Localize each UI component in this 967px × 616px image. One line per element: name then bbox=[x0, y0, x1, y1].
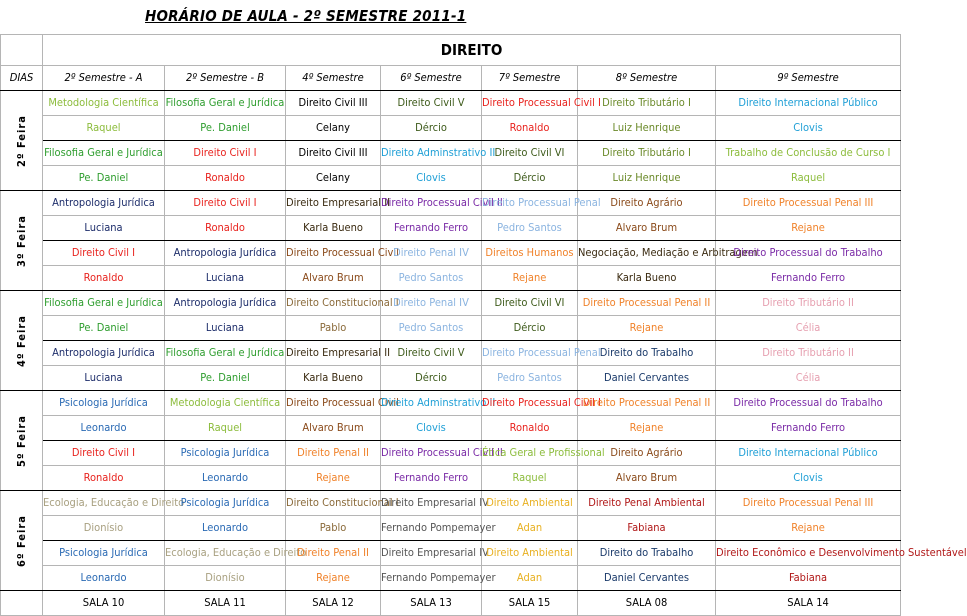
subject-cell: Direito Processual Penal II bbox=[578, 391, 716, 416]
subject-cell: Direito Empresarial IV bbox=[381, 541, 482, 566]
subject-cell: Filosofia Geral e Jurídica bbox=[165, 341, 286, 366]
subject-cell: Direito Adminstrativo II bbox=[381, 141, 482, 166]
teacher-cell: Ronaldo bbox=[482, 116, 578, 141]
subject-cell: Direito Civil V bbox=[381, 91, 482, 116]
subject-cell: Direito Civil VI bbox=[482, 291, 578, 316]
day-label bbox=[1, 91, 43, 191]
teacher-cell: Pe. Daniel bbox=[165, 366, 286, 391]
subject-cell: Direito Civil I bbox=[165, 141, 286, 166]
subject-cell: Metodologia Científica bbox=[43, 91, 165, 116]
subject-cell: Psicologia Jurídica bbox=[165, 491, 286, 516]
room-cell: SALA 08 bbox=[578, 591, 716, 616]
subject-cell: Direito Civil V bbox=[381, 341, 482, 366]
course-spacer bbox=[1, 35, 43, 66]
subject-cell: Direito Processual Civil bbox=[286, 241, 381, 266]
teacher-cell: Pe. Daniel bbox=[43, 166, 165, 191]
teacher-cell: Fernando Ferro bbox=[381, 466, 482, 491]
teacher-cell: Rejane bbox=[482, 266, 578, 291]
subject-cell: Direito do Trabalho bbox=[578, 341, 716, 366]
day-text: 6º Feira bbox=[14, 514, 28, 567]
teacher-cell: Rejane bbox=[578, 416, 716, 441]
subject-cell: Direito Tributário II bbox=[716, 291, 901, 316]
teacher-row bbox=[1, 366, 901, 391]
teacher-row bbox=[1, 266, 901, 291]
teacher-cell: Clovis bbox=[381, 416, 482, 441]
teacher-cell: Leonardo bbox=[165, 516, 286, 541]
teacher-cell: Ronaldo bbox=[165, 216, 286, 241]
title-bar bbox=[0, 0, 900, 34]
subject-cell: Filosofia Geral e Jurídica bbox=[43, 291, 165, 316]
teacher-cell: Raquel bbox=[43, 116, 165, 141]
header-cell: 9º Semestre bbox=[716, 66, 901, 91]
day-text: 4º Feira bbox=[14, 314, 28, 367]
teacher-cell: Pedro Santos bbox=[482, 366, 578, 391]
teacher-cell: Luciana bbox=[43, 366, 165, 391]
subject-cell: Ecologia, Educação e Direito bbox=[165, 541, 286, 566]
teacher-cell: Dionísio bbox=[165, 566, 286, 591]
subject-cell: Metodologia Científica bbox=[165, 391, 286, 416]
teacher-cell: Clovis bbox=[716, 116, 901, 141]
subject-cell: Direito Econômico e Desenvolvimento Sustentável bbox=[716, 541, 901, 566]
teacher-cell: Dércio bbox=[482, 166, 578, 191]
teacher-row bbox=[1, 116, 901, 141]
subject-row bbox=[1, 241, 901, 266]
teacher-cell: Alvaro Brum bbox=[286, 266, 381, 291]
subject-cell: Direito Processual Penal bbox=[482, 341, 578, 366]
teacher-cell: Dionísio bbox=[43, 516, 165, 541]
header-cell: 2º Semestre - B bbox=[165, 66, 286, 91]
teacher-cell: Rejane bbox=[286, 566, 381, 591]
subject-cell: Direito Penal II bbox=[286, 441, 381, 466]
subject-cell: Direito Empresarial II bbox=[286, 191, 381, 216]
room-row bbox=[1, 591, 901, 616]
teacher-cell: Dércio bbox=[381, 116, 482, 141]
subject-cell: Direito Processual Civil II bbox=[381, 441, 482, 466]
teacher-cell: Alvaro Brum bbox=[578, 216, 716, 241]
header-cell: 7º Semestre bbox=[482, 66, 578, 91]
room-cell: SALA 15 bbox=[482, 591, 578, 616]
subject-cell: Direito Tributário II bbox=[716, 341, 901, 366]
subject-cell: Direito Processual Civil I bbox=[482, 91, 578, 116]
teacher-cell: Clovis bbox=[716, 466, 901, 491]
teacher-cell: Fernando Ferro bbox=[716, 266, 901, 291]
teacher-cell: Rejane bbox=[286, 466, 381, 491]
day-text: 5º Feira bbox=[14, 414, 28, 467]
teacher-cell: Fernando Ferro bbox=[716, 416, 901, 441]
subject-row bbox=[1, 91, 901, 116]
teacher-cell: Leonardo bbox=[43, 566, 165, 591]
teacher-cell: Karla Bueno bbox=[578, 266, 716, 291]
day-label bbox=[1, 391, 43, 491]
teacher-row bbox=[1, 566, 901, 591]
teacher-cell: Fabiana bbox=[578, 516, 716, 541]
subject-cell: Direito Civil III bbox=[286, 91, 381, 116]
room-spacer bbox=[1, 591, 43, 616]
subject-cell: Direito Civil I bbox=[43, 441, 165, 466]
subject-row bbox=[1, 191, 901, 216]
teacher-cell: Celany bbox=[286, 166, 381, 191]
teacher-cell: Adan bbox=[482, 566, 578, 591]
course-row bbox=[1, 35, 901, 66]
subject-cell: Direito Constitucional I bbox=[286, 291, 381, 316]
teacher-cell: Daniel Cervantes bbox=[578, 566, 716, 591]
subject-cell: Direito Penal II bbox=[286, 541, 381, 566]
subject-cell: Direito Empresarial IV bbox=[381, 491, 482, 516]
subject-cell: Direito Civil I bbox=[43, 241, 165, 266]
teacher-row bbox=[1, 516, 901, 541]
teacher-cell: Dércio bbox=[482, 316, 578, 341]
room-cell: SALA 10 bbox=[43, 591, 165, 616]
teacher-cell: Rejane bbox=[716, 216, 901, 241]
subject-cell: Direito Penal IV bbox=[381, 291, 482, 316]
day-label bbox=[1, 291, 43, 391]
subject-cell: Direito Processual Civil bbox=[286, 391, 381, 416]
subject-cell: Direito Processual do Trabalho bbox=[716, 241, 901, 266]
teacher-cell: Rejane bbox=[716, 516, 901, 541]
schedule-body bbox=[1, 35, 967, 616]
teacher-cell: Pe. Daniel bbox=[165, 116, 286, 141]
subject-cell: Direito Agrário bbox=[578, 441, 716, 466]
subject-cell: Filosofia Geral e Jurídica bbox=[165, 91, 286, 116]
subject-cell: Direito Ambiental bbox=[482, 491, 578, 516]
teacher-row bbox=[1, 466, 901, 491]
subject-cell: Direito Agrário bbox=[578, 191, 716, 216]
subject-cell: Direito Processual do Trabalho bbox=[716, 391, 901, 416]
teacher-cell: Ronaldo bbox=[43, 266, 165, 291]
subject-cell: Direito Penal Ambiental bbox=[578, 491, 716, 516]
teacher-row bbox=[1, 166, 901, 191]
teacher-cell: Célia bbox=[716, 316, 901, 341]
teacher-cell: Luciana bbox=[43, 216, 165, 241]
subject-cell: Direito Civil III bbox=[286, 141, 381, 166]
subject-row bbox=[1, 391, 901, 416]
subject-cell: Psicologia Jurídica bbox=[165, 441, 286, 466]
teacher-cell: Ronaldo bbox=[43, 466, 165, 491]
subject-cell: Direito Processual Penal bbox=[482, 191, 578, 216]
subject-row bbox=[1, 491, 901, 516]
subject-cell: Direito Penal IV bbox=[381, 241, 482, 266]
subject-cell: Psicologia Jurídica bbox=[43, 391, 165, 416]
teacher-cell: Ronaldo bbox=[165, 166, 286, 191]
subject-cell: Antropologia Jurídica bbox=[43, 191, 165, 216]
teacher-cell: Fabiana bbox=[716, 566, 901, 591]
teacher-row bbox=[1, 316, 901, 341]
teacher-cell: Raquel bbox=[482, 466, 578, 491]
teacher-cell: Dércio bbox=[381, 366, 482, 391]
subject-cell: Direito Empresarial II bbox=[286, 341, 381, 366]
teacher-cell: Luciana bbox=[165, 266, 286, 291]
teacher-cell: Pedro Santos bbox=[381, 316, 482, 341]
subject-cell: Direito Civil I bbox=[165, 191, 286, 216]
teacher-cell: Alvaro Brum bbox=[578, 466, 716, 491]
subject-cell: Ética Geral e Profissional bbox=[482, 441, 578, 466]
subject-cell: Trabalho de Conclusão de Curso I bbox=[716, 141, 901, 166]
teacher-cell: Celany bbox=[286, 116, 381, 141]
subject-row bbox=[1, 291, 901, 316]
subject-row bbox=[1, 541, 901, 566]
subject-cell: Direito Ambiental bbox=[482, 541, 578, 566]
subject-cell: Filosofia Geral e Jurídica bbox=[43, 141, 165, 166]
teacher-cell: Luiz Henrique bbox=[578, 116, 716, 141]
subject-row bbox=[1, 341, 901, 366]
room-cell: SALA 14 bbox=[716, 591, 901, 616]
subject-cell: Direito Internacional Público bbox=[716, 91, 901, 116]
subject-cell: Direito Tributário I bbox=[578, 141, 716, 166]
teacher-cell: Pedro Santos bbox=[381, 266, 482, 291]
teacher-row bbox=[1, 216, 901, 241]
teacher-cell: Karla Bueno bbox=[286, 216, 381, 241]
subject-cell: Negociação, Mediação e Arbitragem bbox=[578, 241, 716, 266]
header-cell: 8º Semestre bbox=[578, 66, 716, 91]
header-cell: 4º Semestre bbox=[286, 66, 381, 91]
subject-cell: Direito Internacional Público bbox=[716, 441, 901, 466]
day-label bbox=[1, 191, 43, 291]
teacher-cell: Pablo bbox=[286, 516, 381, 541]
subject-cell: Direito Processual Civil I bbox=[482, 391, 578, 416]
subject-row bbox=[1, 441, 901, 466]
header-row bbox=[1, 66, 901, 91]
schedule-table bbox=[0, 34, 967, 616]
subject-cell: Direito Processual Civil II bbox=[381, 191, 482, 216]
teacher-cell: Fernando Pompemayer bbox=[381, 516, 482, 541]
subject-row bbox=[1, 141, 901, 166]
teacher-cell: Karla Bueno bbox=[286, 366, 381, 391]
teacher-cell: Leonardo bbox=[43, 416, 165, 441]
teacher-cell: Fernando Ferro bbox=[381, 216, 482, 241]
subject-cell: Direito Processual Penal III bbox=[716, 491, 901, 516]
teacher-cell: Raquel bbox=[716, 166, 901, 191]
room-cell: SALA 13 bbox=[381, 591, 482, 616]
header-cell: DIAS bbox=[1, 66, 43, 91]
teacher-cell: Luciana bbox=[165, 316, 286, 341]
subject-cell: Direito Civil VI bbox=[482, 141, 578, 166]
teacher-cell: Pablo bbox=[286, 316, 381, 341]
subject-cell: Direito do Trabalho bbox=[578, 541, 716, 566]
teacher-cell: Pedro Santos bbox=[482, 216, 578, 241]
teacher-cell: Adan bbox=[482, 516, 578, 541]
teacher-cell: Raquel bbox=[165, 416, 286, 441]
header-cell: 6º Semestre bbox=[381, 66, 482, 91]
subject-cell: Direito Processual Penal II bbox=[578, 291, 716, 316]
day-label bbox=[1, 491, 43, 591]
subject-cell: Direito Adminstrativo II bbox=[381, 391, 482, 416]
subject-cell: Antropologia Jurídica bbox=[165, 241, 286, 266]
teacher-cell: Luiz Henrique bbox=[578, 166, 716, 191]
teacher-cell: Fernando Pompemayer bbox=[381, 566, 482, 591]
teacher-row bbox=[1, 416, 901, 441]
teacher-cell: Célia bbox=[716, 366, 901, 391]
subject-cell: Psicologia Jurídica bbox=[43, 541, 165, 566]
subject-cell: Antropologia Jurídica bbox=[165, 291, 286, 316]
room-cell: SALA 12 bbox=[286, 591, 381, 616]
subject-cell: Ecologia, Educação e Direito bbox=[43, 491, 165, 516]
header-cell: 2º Semestre - A bbox=[43, 66, 165, 91]
teacher-cell: Ronaldo bbox=[482, 416, 578, 441]
day-text: 3º Feira bbox=[14, 214, 28, 267]
teacher-cell: Daniel Cervantes bbox=[578, 366, 716, 391]
day-text: 2º Feira bbox=[14, 114, 28, 167]
teacher-cell: Rejane bbox=[578, 316, 716, 341]
teacher-cell: Leonardo bbox=[165, 466, 286, 491]
room-cell: SALA 11 bbox=[165, 591, 286, 616]
subject-cell: Direitos Humanos bbox=[482, 241, 578, 266]
teacher-cell: Clovis bbox=[381, 166, 482, 191]
subject-cell: Direito Processual Penal III bbox=[716, 191, 901, 216]
teacher-cell: Alvaro Brum bbox=[286, 416, 381, 441]
subject-cell: Antropologia Jurídica bbox=[43, 341, 165, 366]
teacher-cell: Pe. Daniel bbox=[43, 316, 165, 341]
subject-cell: Direito Tributário I bbox=[578, 91, 716, 116]
page-title: HORÁRIO DE AULA - 2º SEMESTRE 2011-1 bbox=[145, 7, 467, 25]
subject-cell: Direito Constitucional I bbox=[286, 491, 381, 516]
course-name: DIREITO bbox=[43, 35, 901, 66]
